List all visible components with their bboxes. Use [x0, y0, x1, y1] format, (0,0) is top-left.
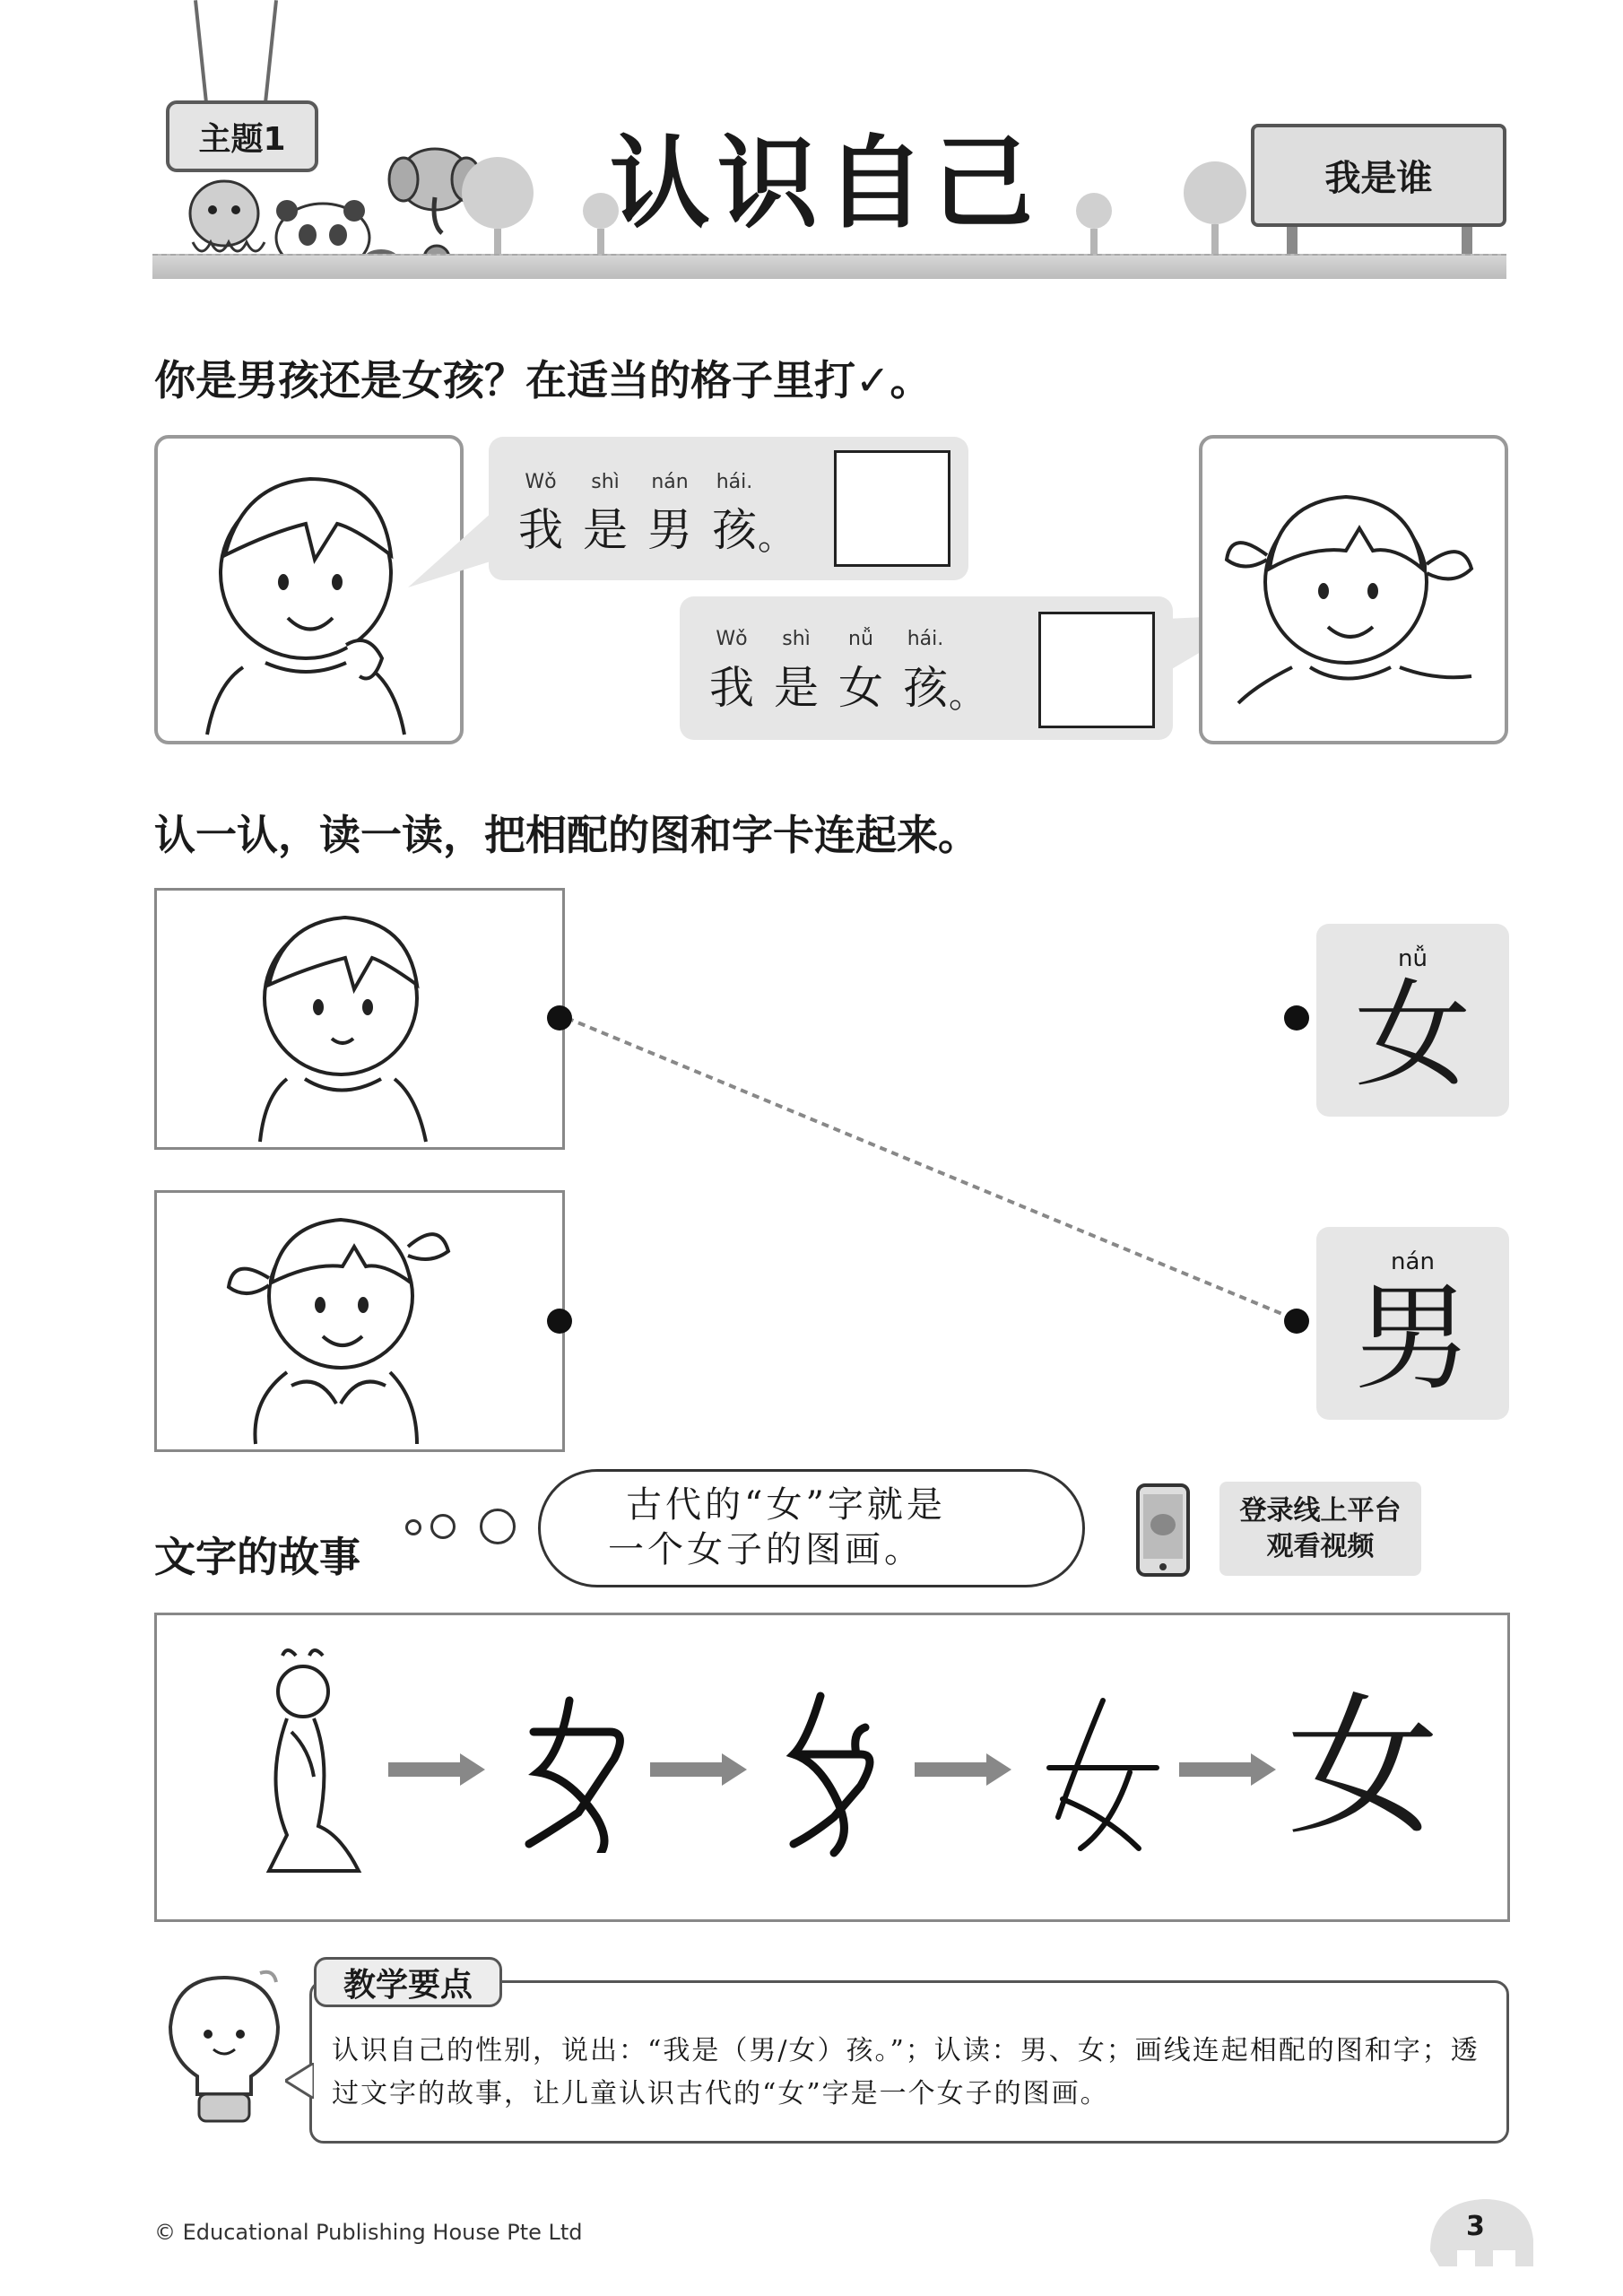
bubble-tail: [408, 511, 493, 592]
girl-illustration-icon: [157, 1193, 562, 1449]
grass-strip: [152, 254, 1506, 279]
notes-pointer: [285, 2063, 314, 2099]
pinyin-text: shì: [591, 471, 620, 493]
cloud-text-line1: 古代的“女”字就是: [626, 1484, 946, 1526]
instruction-2: 认一认，读一读，把相配的图和字卡连起来。: [154, 811, 979, 859]
word-card-nv[interactable]: [1316, 924, 1509, 1117]
pinyin-text: hái.: [907, 628, 944, 650]
page-number: 3: [1466, 2211, 1485, 2242]
lightbulb-icon: [152, 1964, 296, 2135]
boy-hanzi-row: [508, 494, 767, 559]
arrow-icon: [388, 1762, 460, 1777]
instruction-1: 你是男孩还是女孩？在适当的格子里打✓。: [154, 356, 932, 404]
card-pinyin: nǚ: [1398, 945, 1428, 972]
bronze-nv-icon: [785, 1692, 883, 1857]
match-dot-nv[interactable]: [1284, 1005, 1309, 1031]
match-dot-girl[interactable]: [547, 1309, 572, 1334]
watch-video-button[interactable]: [1219, 1482, 1421, 1576]
teaching-notes-text: 认识自己的性别，说出：“我是（男/女）孩。”；认读：男、女；画线连起相配的图和字；透过文字的故事，让儿童认识古代的“女”字是一个女子的图画。: [332, 2035, 1480, 2109]
hanzi-char: 我: [518, 504, 563, 556]
cloud-text-line2: 一个女子的图画。: [608, 1529, 924, 1570]
tree-icon: [1184, 161, 1246, 269]
hanzi-char: 是: [583, 504, 628, 556]
girl-picture-frame: [1199, 435, 1508, 744]
match-dot-nan[interactable]: [1284, 1309, 1309, 1334]
teaching-notes-tab: 教学要点: [314, 1957, 502, 2007]
arrow-icon: [722, 1753, 747, 1786]
match-boy-frame: [154, 888, 565, 1150]
card-pinyin: nán: [1391, 1248, 1435, 1275]
match-dot-boy[interactable]: [547, 1005, 572, 1031]
sign-rope-left: [194, 0, 208, 103]
oracle-bone-nv-icon: [516, 1687, 632, 1853]
boy-tick-box[interactable]: [834, 450, 950, 567]
pinyin-text: Wǒ: [716, 628, 748, 650]
sentence-period: 。: [949, 674, 985, 716]
hanzi-char: 女: [838, 662, 883, 714]
phone-icon[interactable]: [1134, 1482, 1192, 1580]
hanzi-char: 孩: [712, 504, 757, 556]
kneeling-woman-icon: [242, 1647, 377, 1889]
thought-dot: [480, 1509, 516, 1544]
thought-cloud: [538, 1469, 1085, 1587]
girl-tick-box[interactable]: [1038, 612, 1155, 728]
arrow-icon: [986, 1753, 1011, 1786]
girl-hanzi-row: [699, 652, 958, 717]
modern-nv-char: 女: [1287, 1679, 1440, 1857]
word-card-nan[interactable]: [1316, 1227, 1509, 1420]
match-girl-frame: [154, 1190, 565, 1452]
hanzi-char: 是: [774, 662, 819, 714]
character-evolution-box: [154, 1613, 1510, 1922]
story-title: 文字的故事: [154, 1533, 360, 1581]
matching-line: [556, 1009, 1300, 1323]
arrow-icon: [1179, 1762, 1251, 1777]
boy-pinyin-row: [508, 471, 767, 493]
hanzi-char: 男: [647, 504, 692, 556]
pinyin-text: nán: [651, 471, 689, 493]
theme-label-sign: 主题1: [166, 100, 318, 172]
sign-rope-right: [264, 0, 278, 103]
seal-nv-icon: [1040, 1692, 1166, 1857]
arrow-icon: [460, 1753, 485, 1786]
video-btn-line2: 观看视频: [1266, 1530, 1375, 1562]
tree-icon: [1076, 193, 1112, 256]
pinyin-text: hái.: [716, 471, 753, 493]
topic-sign: 我是谁: [1251, 124, 1506, 227]
card-char: 男: [1354, 1270, 1471, 1406]
octopus-icon: [190, 181, 265, 251]
arrow-icon: [915, 1762, 986, 1777]
girl-illustration-icon: [1202, 439, 1505, 741]
girl-speech-bubble: [680, 596, 1173, 740]
video-btn-line1: 登录线上平台: [1239, 1494, 1402, 1526]
pinyin-text: Wǒ: [525, 471, 557, 493]
hanzi-char: 孩: [903, 662, 948, 714]
pinyin-text: nǚ: [848, 628, 873, 650]
thought-dot: [430, 1514, 456, 1539]
copyright-text: © Educational Publishing House Pte Ltd: [154, 2220, 583, 2245]
sentence-period: 。: [758, 517, 794, 558]
thought-dot: [405, 1519, 421, 1535]
boy-speech-bubble: [489, 437, 968, 580]
arrow-icon: [1251, 1753, 1276, 1786]
pinyin-text: shì: [782, 628, 811, 650]
girl-pinyin-row: [699, 628, 958, 650]
page-title: 认识自己: [610, 126, 1040, 242]
boy-illustration-icon: [157, 891, 562, 1147]
hanzi-char: 我: [709, 662, 754, 714]
arrow-icon: [650, 1762, 722, 1777]
card-char: 女: [1354, 967, 1471, 1103]
